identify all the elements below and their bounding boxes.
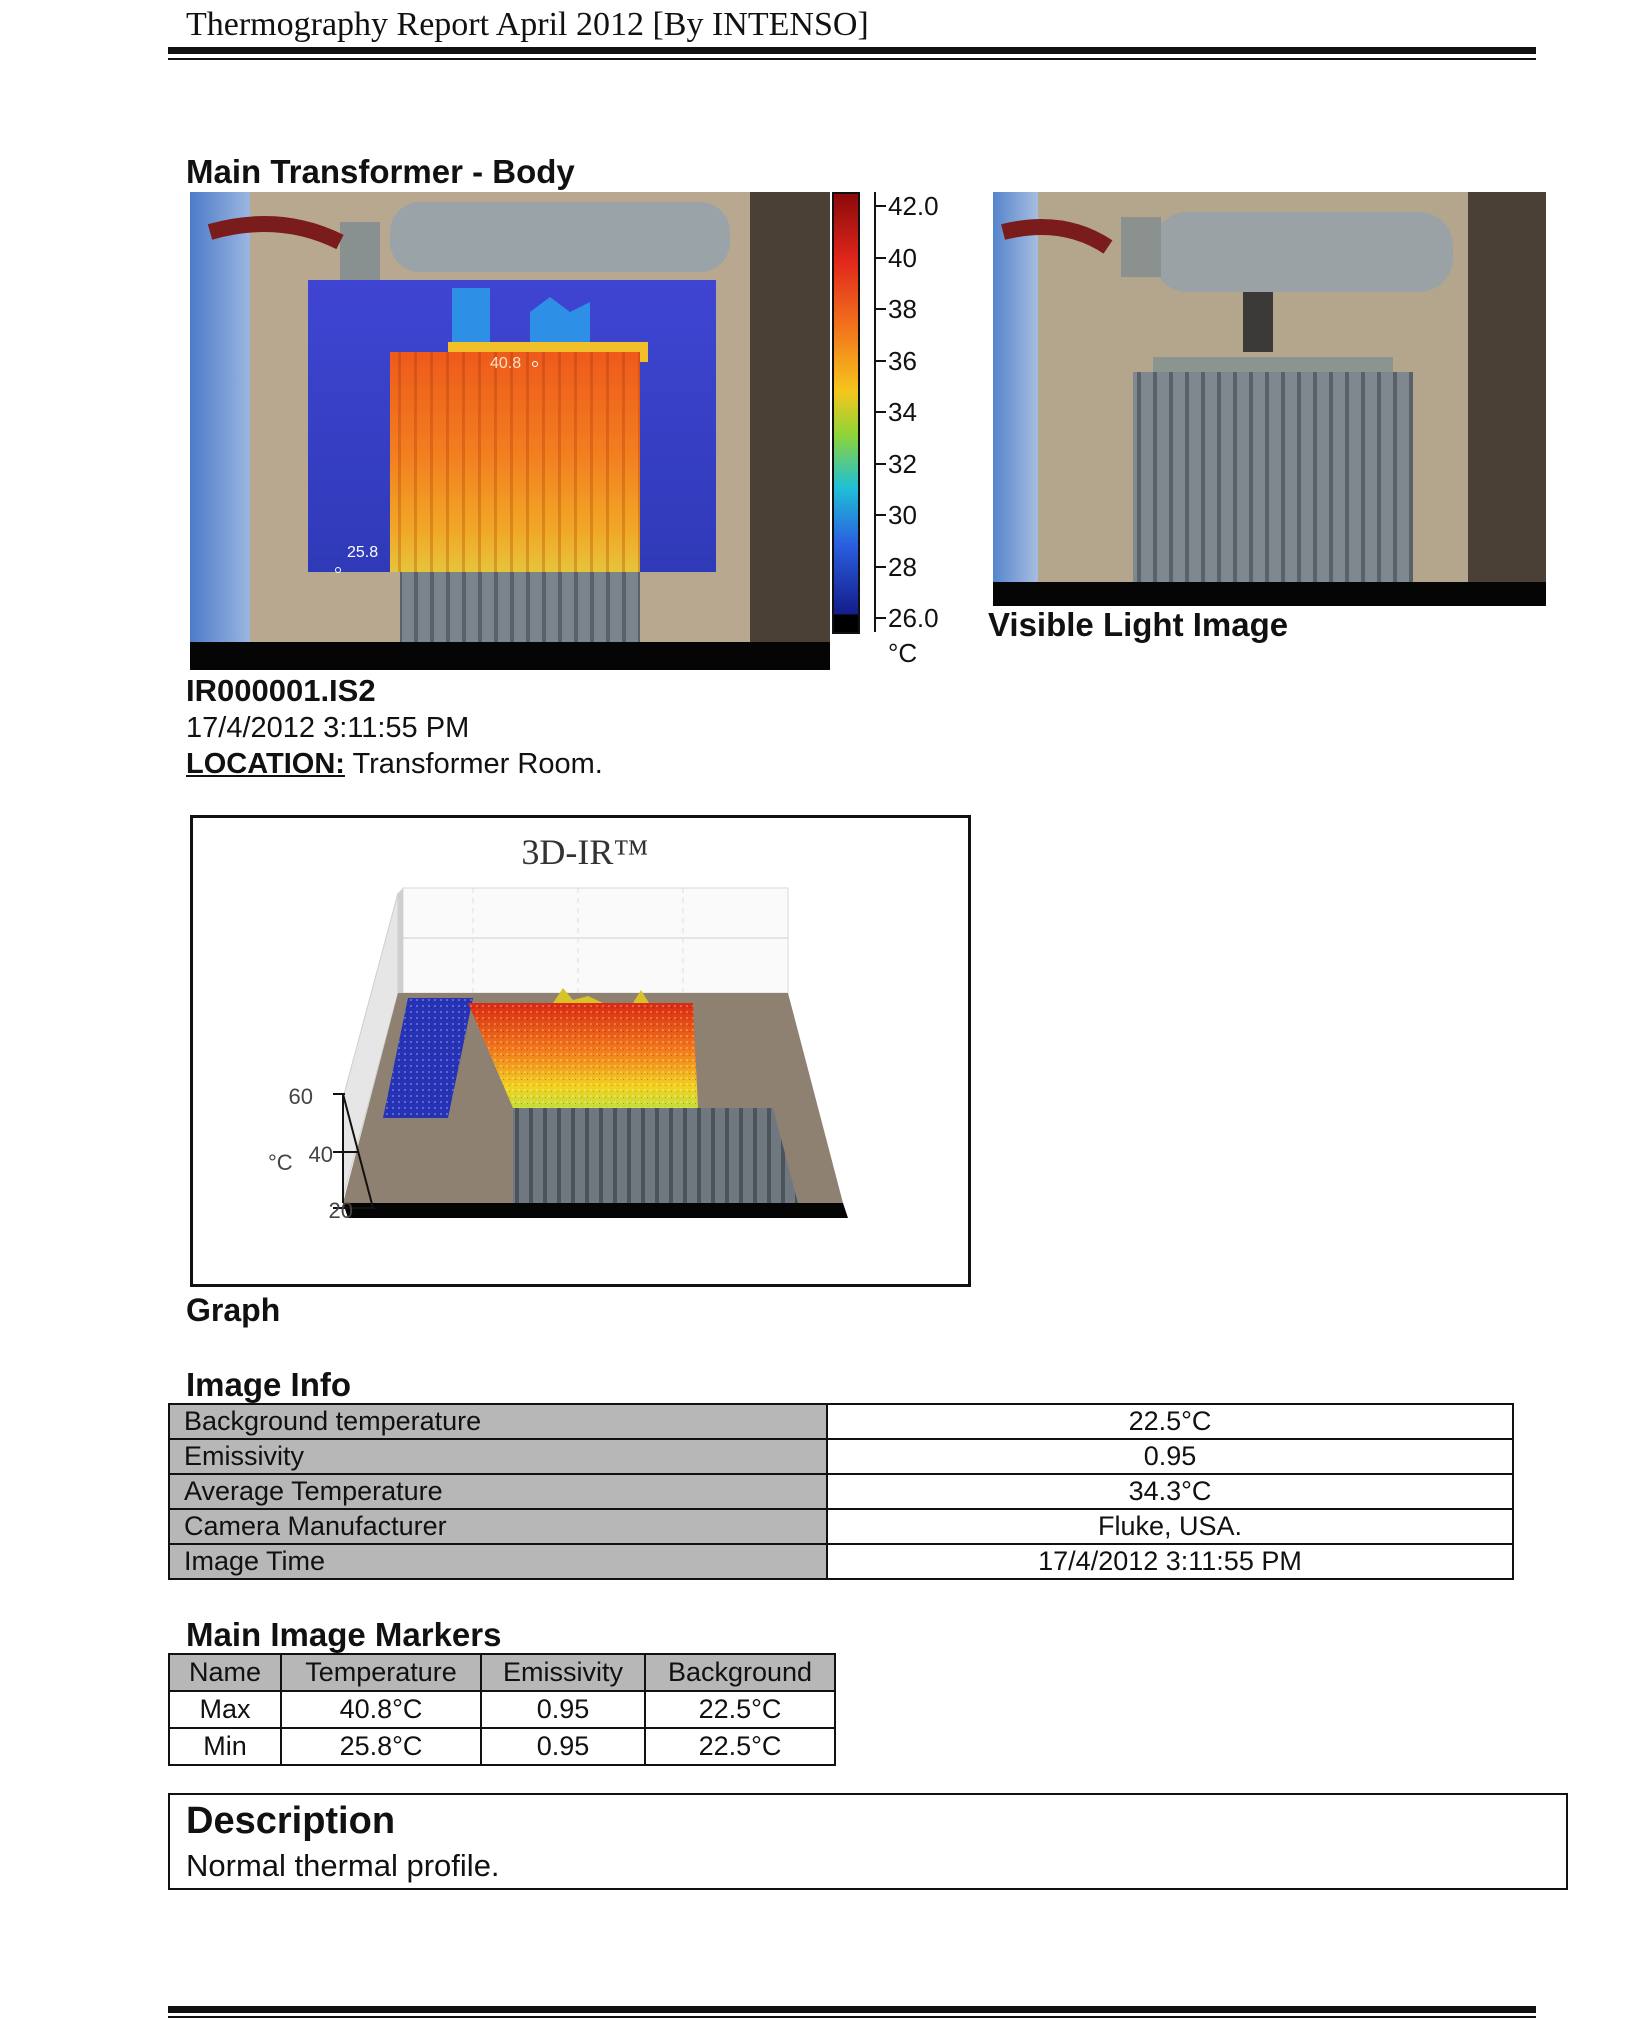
- info-value: 34.3°C: [827, 1474, 1513, 1509]
- colorbar-tick-label: 28: [888, 551, 917, 582]
- colorbar-tick-label: 34: [888, 397, 917, 427]
- marker-cell: Max: [169, 1691, 281, 1728]
- colorbar-tick-label: 30: [888, 500, 917, 530]
- marker-cell: 22.5°C: [645, 1691, 835, 1728]
- graph-axis-unit: °C: [268, 1150, 293, 1175]
- image-info-title: Image Info: [186, 1366, 352, 1403]
- report-title: Thermography Report April 2012 [By INTENSO]: [186, 6, 869, 43]
- header-rule-thin: [168, 58, 1536, 60]
- colorbar-tick-label: 32: [888, 448, 917, 479]
- ir-timestamp: 17/4/2012 3:11:55 PM: [186, 712, 470, 744]
- marker-header: Name: [169, 1654, 281, 1691]
- info-key: Camera Manufacturer: [169, 1509, 827, 1544]
- visible-light-image: [993, 192, 1546, 606]
- marker-cell: 40.8°C: [281, 1691, 481, 1728]
- colorbar-tick-label: 26.0: [888, 603, 939, 633]
- marker-header: Emissivity: [481, 1654, 645, 1691]
- location-label: LOCATION:: [186, 748, 345, 780]
- ir-file-name: IR000001.IS2: [186, 673, 376, 708]
- footer-rule-thin: [168, 2016, 1536, 2018]
- colorbar-tick-label: 38: [888, 294, 917, 324]
- info-row: [169, 1439, 1513, 1474]
- info-row: [169, 1544, 1513, 1579]
- graph-caption: Graph: [186, 1292, 281, 1328]
- colorbar-unit: °C: [888, 638, 918, 668]
- temperature-colorbar: [832, 192, 860, 634]
- markers-table: [168, 1653, 836, 1766]
- info-row: [169, 1404, 1513, 1439]
- image-info-table: [168, 1403, 1514, 1580]
- marker-row: [169, 1728, 835, 1765]
- marker-row: [169, 1691, 835, 1728]
- graph-tick-60: 60: [288, 1084, 313, 1109]
- max-marker-label: 40.8: [490, 355, 522, 372]
- marker-cell: Min: [169, 1728, 281, 1765]
- colorbar-scale: [860, 191, 970, 668]
- colorbar-tick-label: 36: [888, 345, 917, 376]
- info-key: Emissivity: [169, 1439, 827, 1474]
- marker-cell: 22.5°C: [645, 1728, 835, 1765]
- visible-light-caption: Visible Light Image: [988, 606, 1289, 643]
- marker-cell: 25.8°C: [281, 1728, 481, 1765]
- description-title: Description: [186, 1800, 396, 1842]
- location-value: Transformer Room.: [352, 748, 603, 780]
- info-key: Image Time: [169, 1544, 827, 1579]
- colorbar-tick-label: 40: [888, 242, 917, 273]
- section-title-main: Main Transformer - Body: [186, 153, 575, 190]
- info-key: Background temperature: [169, 1404, 827, 1439]
- info-value: 17/4/2012 3:11:55 PM: [827, 1544, 1513, 1579]
- info-value: 0.95: [827, 1439, 1513, 1474]
- info-value: 22.5°C: [827, 1404, 1513, 1439]
- marker-header: Background: [645, 1654, 835, 1691]
- info-row: [169, 1509, 1513, 1544]
- markers-title: Main Image Markers: [186, 1616, 502, 1653]
- colorbar-tick-label: 42.0: [888, 191, 939, 221]
- info-value: Fluke, USA.: [827, 1509, 1513, 1544]
- thermal-image: [190, 192, 830, 670]
- location-line: [186, 748, 603, 781]
- marker-header: Temperature: [281, 1654, 481, 1691]
- graph-tick-20: 20: [328, 1198, 353, 1223]
- info-row: [169, 1474, 1513, 1509]
- colorbar-axis-line: [874, 192, 876, 632]
- marker-cell: 0.95: [481, 1691, 645, 1728]
- graph-tick-40: 40: [308, 1142, 333, 1167]
- header-rule: [168, 47, 1536, 54]
- graph-3d-ir: [190, 815, 971, 1287]
- info-key: Average Temperature: [169, 1474, 827, 1509]
- min-marker-label: 25.8: [347, 544, 379, 561]
- graph-title: 3D-IR™: [521, 832, 649, 872]
- marker-cell: 0.95: [481, 1728, 645, 1765]
- footer-rule: [168, 2006, 1536, 2013]
- description-text: Normal thermal profile.: [186, 1848, 500, 1883]
